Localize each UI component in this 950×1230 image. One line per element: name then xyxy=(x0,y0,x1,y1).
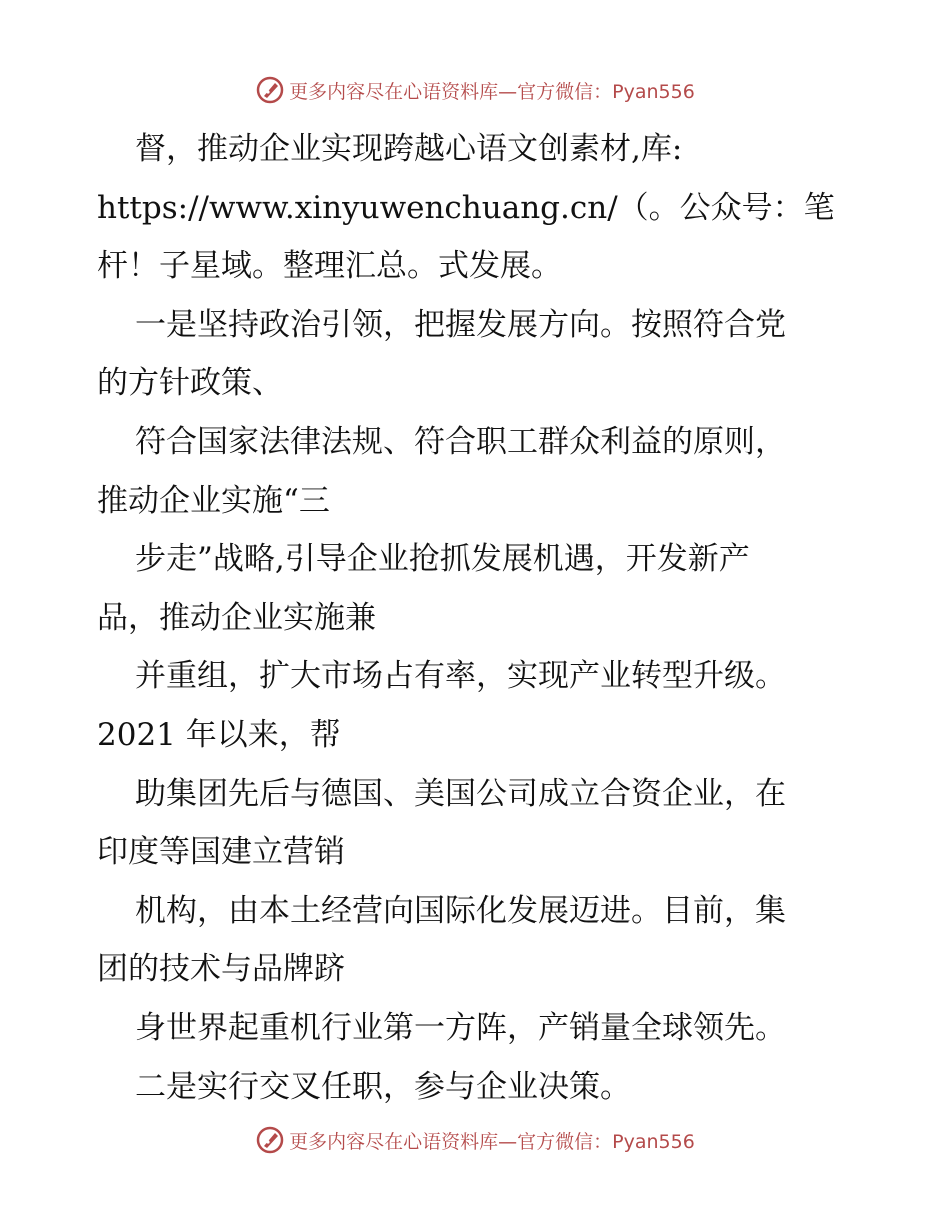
text-line: 符合国家法律法规、符合职工群众利益的原则， xyxy=(135,423,786,460)
text-line: 品，推动企业实施兼 xyxy=(97,599,376,636)
text-line: 机构，由本土经营向国际化发展迈进。目前，集 xyxy=(135,892,786,929)
pen-nib-logo-icon xyxy=(255,1125,285,1155)
text-line: 身世界起重机行业第一方阵，产销量全球领先。 xyxy=(135,1009,786,1046)
text-line: 的方针政策、 xyxy=(97,365,283,402)
pen-nib-logo-icon xyxy=(255,75,285,105)
footer-banner-text: 更多内容尽在心语资料库—官方微信：Pyan556 xyxy=(289,1130,695,1153)
text-line: 2021 年以来，帮 xyxy=(97,716,341,753)
header-banner xyxy=(0,70,950,110)
header-banner-text: 更多内容尽在心语资料库—官方微信：Pyan556 xyxy=(289,80,695,103)
text-line: 步走”战略,引导企业抢抓发展机遇，开发新产 xyxy=(135,541,750,578)
text-line: 督，推动企业实现跨越心语文创素材,库: xyxy=(135,131,683,167)
text-line: 助集团先后与德国、美国公司成立合资企业，在 xyxy=(135,775,786,812)
text-line: 一是坚持政治引领，把握发展方向。按照符合党 xyxy=(135,306,786,343)
text-line: 二是实行交叉任职，参与企业决策。 xyxy=(135,1068,631,1105)
text-line: 印度等国建立营销 xyxy=(97,834,345,871)
text-line: 推动企业实施“三 xyxy=(97,482,330,519)
text-line: https://www.xinyuwenchuang.cn/（。公众号：笔 xyxy=(97,189,835,226)
footer-banner xyxy=(0,1120,950,1160)
text-line: 杆！子星域。整理汇总。式发展。 xyxy=(97,248,562,285)
text-line: 团的技术与品牌跻 xyxy=(97,951,345,988)
document-body xyxy=(97,120,857,1116)
text-line: 并重组，扩大市场占有率，实现产业转型升级。 xyxy=(135,658,786,695)
